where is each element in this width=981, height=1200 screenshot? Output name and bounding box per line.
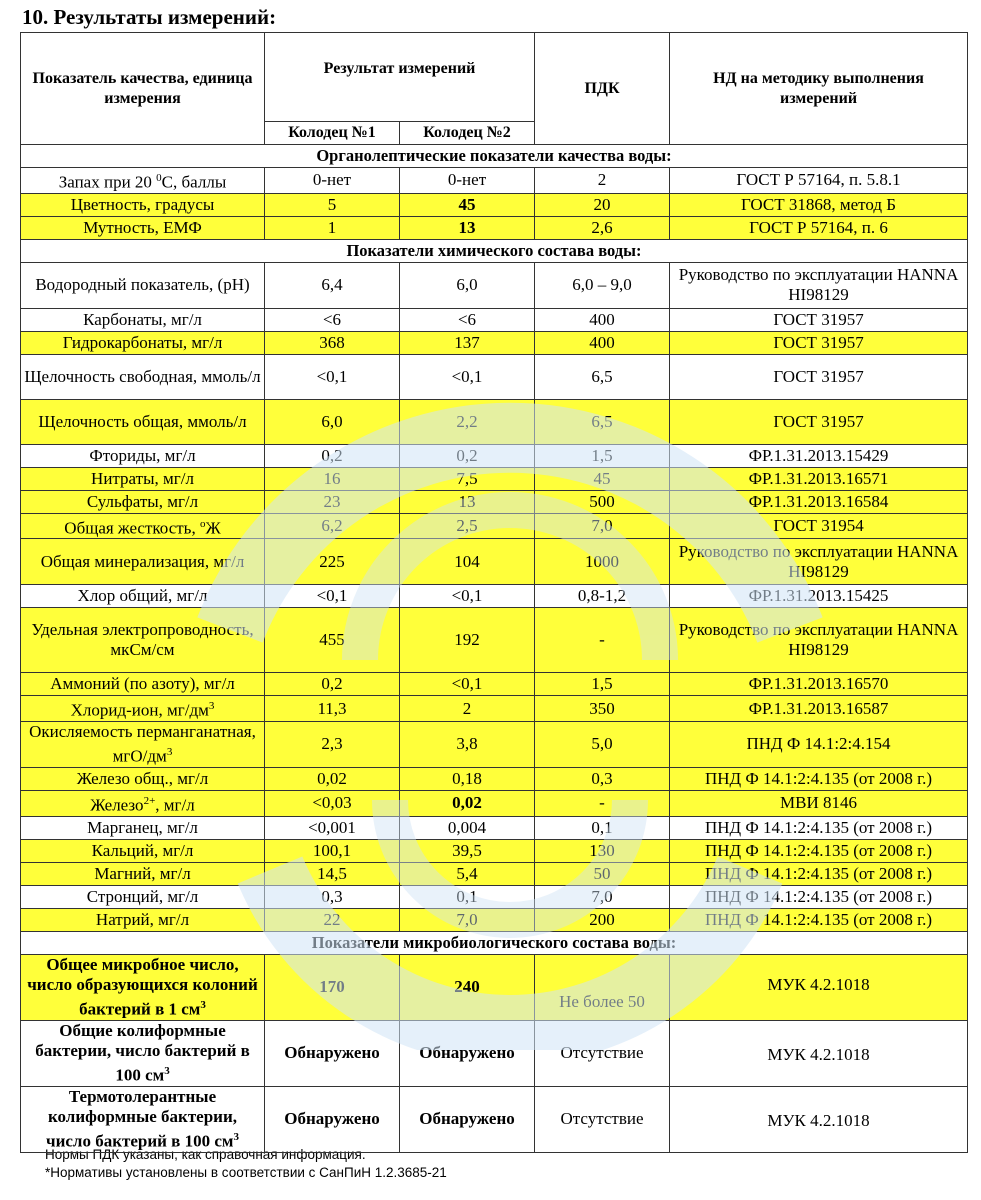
well1-value: 455 bbox=[265, 608, 400, 673]
method-value: МВИ 8146 bbox=[670, 790, 968, 816]
table-row bbox=[21, 673, 968, 696]
indicator-text-tail: , мг/л bbox=[155, 795, 195, 815]
well1-value: <6 bbox=[265, 308, 400, 331]
indicator-text: Гидрокарбонаты, мг/л bbox=[62, 332, 223, 352]
indicator-name bbox=[21, 816, 265, 839]
well2-value: <0,1 bbox=[400, 585, 535, 608]
pdk-value: 1,5 bbox=[535, 444, 670, 467]
table-row bbox=[21, 216, 968, 239]
indicator-name bbox=[21, 696, 265, 722]
well2-value: <0,1 bbox=[400, 354, 535, 399]
method-value: Руководство по эксплуатации HANNA HI98129 bbox=[670, 262, 968, 308]
indicator-name bbox=[21, 331, 265, 354]
section-micro bbox=[21, 931, 968, 954]
indicator-superscript: 3 bbox=[233, 1130, 239, 1143]
well1-value: 2,3 bbox=[265, 721, 400, 767]
header-result: Результат измерений bbox=[265, 33, 535, 122]
indicator-text-tail: Ж bbox=[205, 518, 221, 538]
table-row bbox=[21, 885, 968, 908]
table-row bbox=[21, 954, 968, 1020]
well2-value: 0,2 bbox=[400, 444, 535, 467]
well1-value: 23 bbox=[265, 490, 400, 513]
well2-value: 5,4 bbox=[400, 862, 535, 885]
pdk-value: 6,5 bbox=[535, 354, 670, 399]
indicator-superscript: 3 bbox=[200, 998, 206, 1011]
method-value: ПНД Ф 14.1:2:4.135 (от 2008 г.) bbox=[670, 767, 968, 790]
table-row bbox=[21, 399, 968, 444]
well1-value: 5 bbox=[265, 193, 400, 216]
section-chemical-title: Показатели химического состава воды: bbox=[21, 239, 968, 262]
indicator-text: Запах при 20 bbox=[58, 172, 157, 192]
indicator-text: Натрий, мг/л bbox=[95, 909, 190, 929]
well1-value: 1 bbox=[265, 216, 400, 239]
indicator-text: Щелочность свободная, ммоль/л bbox=[24, 366, 261, 386]
well2-value: 45 bbox=[400, 193, 535, 216]
indicator-text: Общее микробное число, число образующихся колоний бактерий в 1 см bbox=[27, 954, 258, 1019]
well2-value: 104 bbox=[400, 539, 535, 585]
table-row bbox=[21, 790, 968, 816]
pdk-value: 1,5 bbox=[535, 673, 670, 696]
table-row bbox=[21, 1020, 968, 1086]
well1-value: 100,1 bbox=[265, 839, 400, 862]
header-indicator: Показатель качества, единица измерения bbox=[21, 33, 265, 145]
pdk-value: 45 bbox=[535, 467, 670, 490]
table-row bbox=[21, 862, 968, 885]
table-row bbox=[21, 168, 968, 194]
pdk-value: 50 bbox=[535, 862, 670, 885]
indicator-name bbox=[21, 1020, 265, 1086]
method-value: ГОСТ Р 57164, п. 5.8.1 bbox=[670, 168, 968, 194]
method-value: ФР.1.31.2013.15429 bbox=[670, 444, 968, 467]
indicator-text: Марганец, мг/л bbox=[87, 817, 198, 837]
indicator-name bbox=[21, 790, 265, 816]
well1-value: Обнаружено bbox=[265, 1020, 400, 1086]
indicator-name bbox=[21, 168, 265, 194]
well1-value: 6,2 bbox=[265, 513, 400, 539]
header-row bbox=[21, 33, 968, 122]
indicator-name bbox=[21, 354, 265, 399]
well2-value: 2 bbox=[400, 696, 535, 722]
table-row bbox=[21, 354, 968, 399]
well1-value: 16 bbox=[265, 467, 400, 490]
indicator-name bbox=[21, 721, 265, 767]
well2-value: 0,18 bbox=[400, 767, 535, 790]
indicator-text: Магний, мг/л bbox=[94, 863, 191, 883]
section-micro-title: Показатели микробиологического состава воды: bbox=[21, 931, 968, 954]
header-pdk: ПДК bbox=[535, 33, 670, 145]
pdk-value: 2,6 bbox=[535, 216, 670, 239]
method-value: ПНД Ф 14.1:2:4.135 (от 2008 г.) bbox=[670, 908, 968, 931]
table-row bbox=[21, 539, 968, 585]
well2-value: Обнаружено bbox=[400, 1020, 535, 1086]
pdk-value: 6,0 – 9,0 bbox=[535, 262, 670, 308]
method-value: ГОСТ 31957 bbox=[670, 354, 968, 399]
pdk-value: 130 bbox=[535, 839, 670, 862]
method-value: ФР.1.31.2013.16584 bbox=[670, 490, 968, 513]
well1-value: <0,1 bbox=[265, 585, 400, 608]
pdk-value: - bbox=[535, 790, 670, 816]
well1-value: 6,4 bbox=[265, 262, 400, 308]
section-chemical bbox=[21, 239, 968, 262]
method-value: ПНД Ф 14.1:2:4.135 (от 2008 г.) bbox=[670, 862, 968, 885]
indicator-name bbox=[21, 308, 265, 331]
indicator-name bbox=[21, 862, 265, 885]
well1-value: 170 bbox=[265, 954, 400, 1020]
indicator-text: Фториды, мг/л bbox=[89, 445, 196, 465]
pdk-value: 2 bbox=[535, 168, 670, 194]
pdk-value: 6,5 bbox=[535, 399, 670, 444]
table-row bbox=[21, 467, 968, 490]
results-table bbox=[20, 32, 968, 1153]
well1-value: 368 bbox=[265, 331, 400, 354]
indicator-name bbox=[21, 608, 265, 673]
well2-value: 7,5 bbox=[400, 467, 535, 490]
well1-value: 0,2 bbox=[265, 444, 400, 467]
well2-value: 13 bbox=[400, 216, 535, 239]
method-value: ПНД Ф 14.1:2:4.135 (от 2008 г.) bbox=[670, 816, 968, 839]
indicator-text: Кальций, мг/л bbox=[91, 840, 194, 860]
method-value: ГОСТ 31954 bbox=[670, 513, 968, 539]
well2-value: 39,5 bbox=[400, 839, 535, 862]
table-row bbox=[21, 908, 968, 931]
indicator-name bbox=[21, 954, 265, 1020]
well1-value: 225 bbox=[265, 539, 400, 585]
method-value: ГОСТ 31868, метод Б bbox=[670, 193, 968, 216]
well1-value: Обнаружено bbox=[265, 1086, 400, 1152]
method-value: ГОСТ 31957 bbox=[670, 308, 968, 331]
well2-value: 7,0 bbox=[400, 908, 535, 931]
well1-value: 11,3 bbox=[265, 696, 400, 722]
indicator-superscript: 3 bbox=[164, 1064, 170, 1077]
indicator-name bbox=[21, 539, 265, 585]
indicator-name bbox=[21, 1086, 265, 1152]
well2-value: <6 bbox=[400, 308, 535, 331]
pdk-value: - bbox=[535, 608, 670, 673]
table-row bbox=[21, 767, 968, 790]
well1-value: 0,2 bbox=[265, 673, 400, 696]
pdk-value: 7,0 bbox=[535, 513, 670, 539]
method-value: Руководство по эксплуатации HANNA HI98129 bbox=[670, 608, 968, 673]
indicator-name bbox=[21, 193, 265, 216]
footnote-1: Нормы ПДК указаны, как справочная информация. bbox=[45, 1147, 366, 1162]
indicator-name bbox=[21, 839, 265, 862]
method-value: ФР.1.31.2013.16587 bbox=[670, 696, 968, 722]
well1-value: 0,02 bbox=[265, 767, 400, 790]
pdk-value: 1000 bbox=[535, 539, 670, 585]
indicator-name bbox=[21, 513, 265, 539]
indicator-superscript: 3 bbox=[166, 746, 173, 759]
method-value: ФР.1.31.2013.16571 bbox=[670, 467, 968, 490]
table-row bbox=[21, 513, 968, 539]
indicator-text: Общая жесткость, bbox=[64, 518, 200, 538]
indicator-text: Водородный показатель, (pH) bbox=[35, 275, 250, 295]
indicator-superscript: 3 bbox=[208, 700, 215, 713]
indicator-name bbox=[21, 908, 265, 931]
indicator-text: Термотолерантные колиформные бактерии, число бактерий в 100 см bbox=[45, 1086, 238, 1151]
method-value: ГОСТ Р 57164, п. 6 bbox=[670, 216, 968, 239]
table-row bbox=[21, 721, 968, 767]
table-row bbox=[21, 193, 968, 216]
table-row bbox=[21, 444, 968, 467]
footnote-2: *Нормативы установлены в соответствии с СанПиН 1.2.3685-21 bbox=[45, 1165, 447, 1180]
table-row bbox=[21, 608, 968, 673]
method-value: ПНД Ф 14.1:2:4.135 (от 2008 г.) bbox=[670, 839, 968, 862]
table-row bbox=[21, 490, 968, 513]
pdk-value: 400 bbox=[535, 331, 670, 354]
method-value: МУК 4.2.1018 bbox=[670, 1086, 968, 1152]
header-well1: Колодец №1 bbox=[265, 122, 400, 145]
pdk-value: 0,8-1,2 bbox=[535, 585, 670, 608]
indicator-text: Нитраты, мг/л bbox=[91, 468, 194, 488]
well2-value: 6,0 bbox=[400, 262, 535, 308]
indicator-name bbox=[21, 673, 265, 696]
pdk-value: Не более 50 bbox=[535, 954, 670, 1020]
indicator-text: Цветность, градусы bbox=[70, 194, 215, 214]
well1-value: <0,001 bbox=[265, 816, 400, 839]
pdk-value: 500 bbox=[535, 490, 670, 513]
method-value: ГОСТ 31957 bbox=[670, 399, 968, 444]
method-value: МУК 4.2.1018 bbox=[670, 954, 968, 1020]
pdk-value: Отсутствие bbox=[535, 1086, 670, 1152]
indicator-text: Сульфаты, мг/л bbox=[86, 491, 199, 511]
well2-value: 0,1 bbox=[400, 885, 535, 908]
pdk-value: 7,0 bbox=[535, 885, 670, 908]
table-row bbox=[21, 696, 968, 722]
method-value: ФР.1.31.2013.15425 bbox=[670, 585, 968, 608]
indicator-name bbox=[21, 585, 265, 608]
well1-value: <0,1 bbox=[265, 354, 400, 399]
method-value: МУК 4.2.1018 bbox=[670, 1020, 968, 1086]
pdk-value: 5,0 bbox=[535, 721, 670, 767]
table-row bbox=[21, 308, 968, 331]
well2-value: 2,2 bbox=[400, 399, 535, 444]
well2-value: 0,004 bbox=[400, 816, 535, 839]
indicator-text: Хлор общий, мг/л bbox=[77, 586, 208, 606]
indicator-text: Окисляемость перманганатная, мгО/дм bbox=[29, 722, 256, 766]
indicator-text: Щелочность общая, ммоль/л bbox=[38, 411, 247, 431]
indicator-superscript: 2+ bbox=[143, 794, 156, 807]
well1-value: 22 bbox=[265, 908, 400, 931]
pdk-value: 400 bbox=[535, 308, 670, 331]
table-row bbox=[21, 585, 968, 608]
method-value: Руководство по эксплуатации HANNA HI98129 bbox=[670, 539, 968, 585]
well2-value: 192 bbox=[400, 608, 535, 673]
indicator-name bbox=[21, 767, 265, 790]
pdk-value: 20 bbox=[535, 193, 670, 216]
table-row bbox=[21, 1086, 968, 1152]
method-value: ПНД Ф 14.1:2:4.135 (от 2008 г.) bbox=[670, 885, 968, 908]
pdk-value: 0,3 bbox=[535, 767, 670, 790]
indicator-text-tail: С, баллы bbox=[161, 172, 227, 192]
indicator-name bbox=[21, 490, 265, 513]
well1-value: <0,03 bbox=[265, 790, 400, 816]
indicator-name bbox=[21, 216, 265, 239]
well1-value: 6,0 bbox=[265, 399, 400, 444]
indicator-text: Общая минерализация, мг/л bbox=[40, 551, 245, 571]
well2-value: 13 bbox=[400, 490, 535, 513]
section-organoleptic-title: Органолептические показатели качества воды: bbox=[21, 145, 968, 168]
indicator-text: Общие колиформные бактерии, число бактерий в 100 см bbox=[35, 1020, 250, 1085]
pdk-value: 350 bbox=[535, 696, 670, 722]
pdk-value: 0,1 bbox=[535, 816, 670, 839]
indicator-text: Стронций, мг/л bbox=[86, 886, 199, 906]
method-value: ГОСТ 31957 bbox=[670, 331, 968, 354]
pdk-value: Отсутствие bbox=[535, 1020, 670, 1086]
indicator-superscript: 0 bbox=[156, 172, 162, 184]
indicator-name bbox=[21, 262, 265, 308]
well1-value: 14,5 bbox=[265, 862, 400, 885]
header-well2: Колодец №2 bbox=[400, 122, 535, 145]
well2-value: 0-нет bbox=[400, 168, 535, 194]
indicator-superscript: о bbox=[199, 517, 206, 530]
indicator-text: Хлорид-ион, мг/дм bbox=[70, 700, 209, 720]
indicator-text: Удельная электропроводность, мкСм/см bbox=[31, 620, 254, 660]
method-value: ФР.1.31.2013.16570 bbox=[670, 673, 968, 696]
well2-value: <0,1 bbox=[400, 673, 535, 696]
method-value: ПНД Ф 14.1:2:4.154 bbox=[670, 721, 968, 767]
indicator-name bbox=[21, 467, 265, 490]
well2-value: 2,5 bbox=[400, 513, 535, 539]
section-title: 10. Результаты измерений: bbox=[22, 5, 277, 29]
indicator-name bbox=[21, 399, 265, 444]
table-row bbox=[21, 839, 968, 862]
header-nd: НД на методику выполнения измерений bbox=[670, 33, 968, 145]
well1-value: 0,3 bbox=[265, 885, 400, 908]
well2-value: 3,8 bbox=[400, 721, 535, 767]
table-row bbox=[21, 331, 968, 354]
section-organoleptic bbox=[21, 145, 968, 168]
indicator-text: Железо bbox=[90, 795, 144, 815]
indicator-name bbox=[21, 885, 265, 908]
well2-value: 0,02 bbox=[400, 790, 535, 816]
well2-value: 137 bbox=[400, 331, 535, 354]
indicator-text: Мутность, ЕМФ bbox=[83, 217, 202, 237]
indicator-name bbox=[21, 444, 265, 467]
well2-value: Обнаружено bbox=[400, 1086, 535, 1152]
indicator-text: Карбонаты, мг/л bbox=[83, 309, 202, 329]
table-row bbox=[21, 262, 968, 308]
table-row bbox=[21, 816, 968, 839]
pdk-value: 200 bbox=[535, 908, 670, 931]
indicator-text: Аммоний (по азоту), мг/л bbox=[50, 674, 235, 694]
indicator-text: Железо общ., мг/л bbox=[76, 768, 209, 788]
well2-value: 240 bbox=[400, 954, 535, 1020]
well1-value: 0-нет bbox=[265, 168, 400, 194]
